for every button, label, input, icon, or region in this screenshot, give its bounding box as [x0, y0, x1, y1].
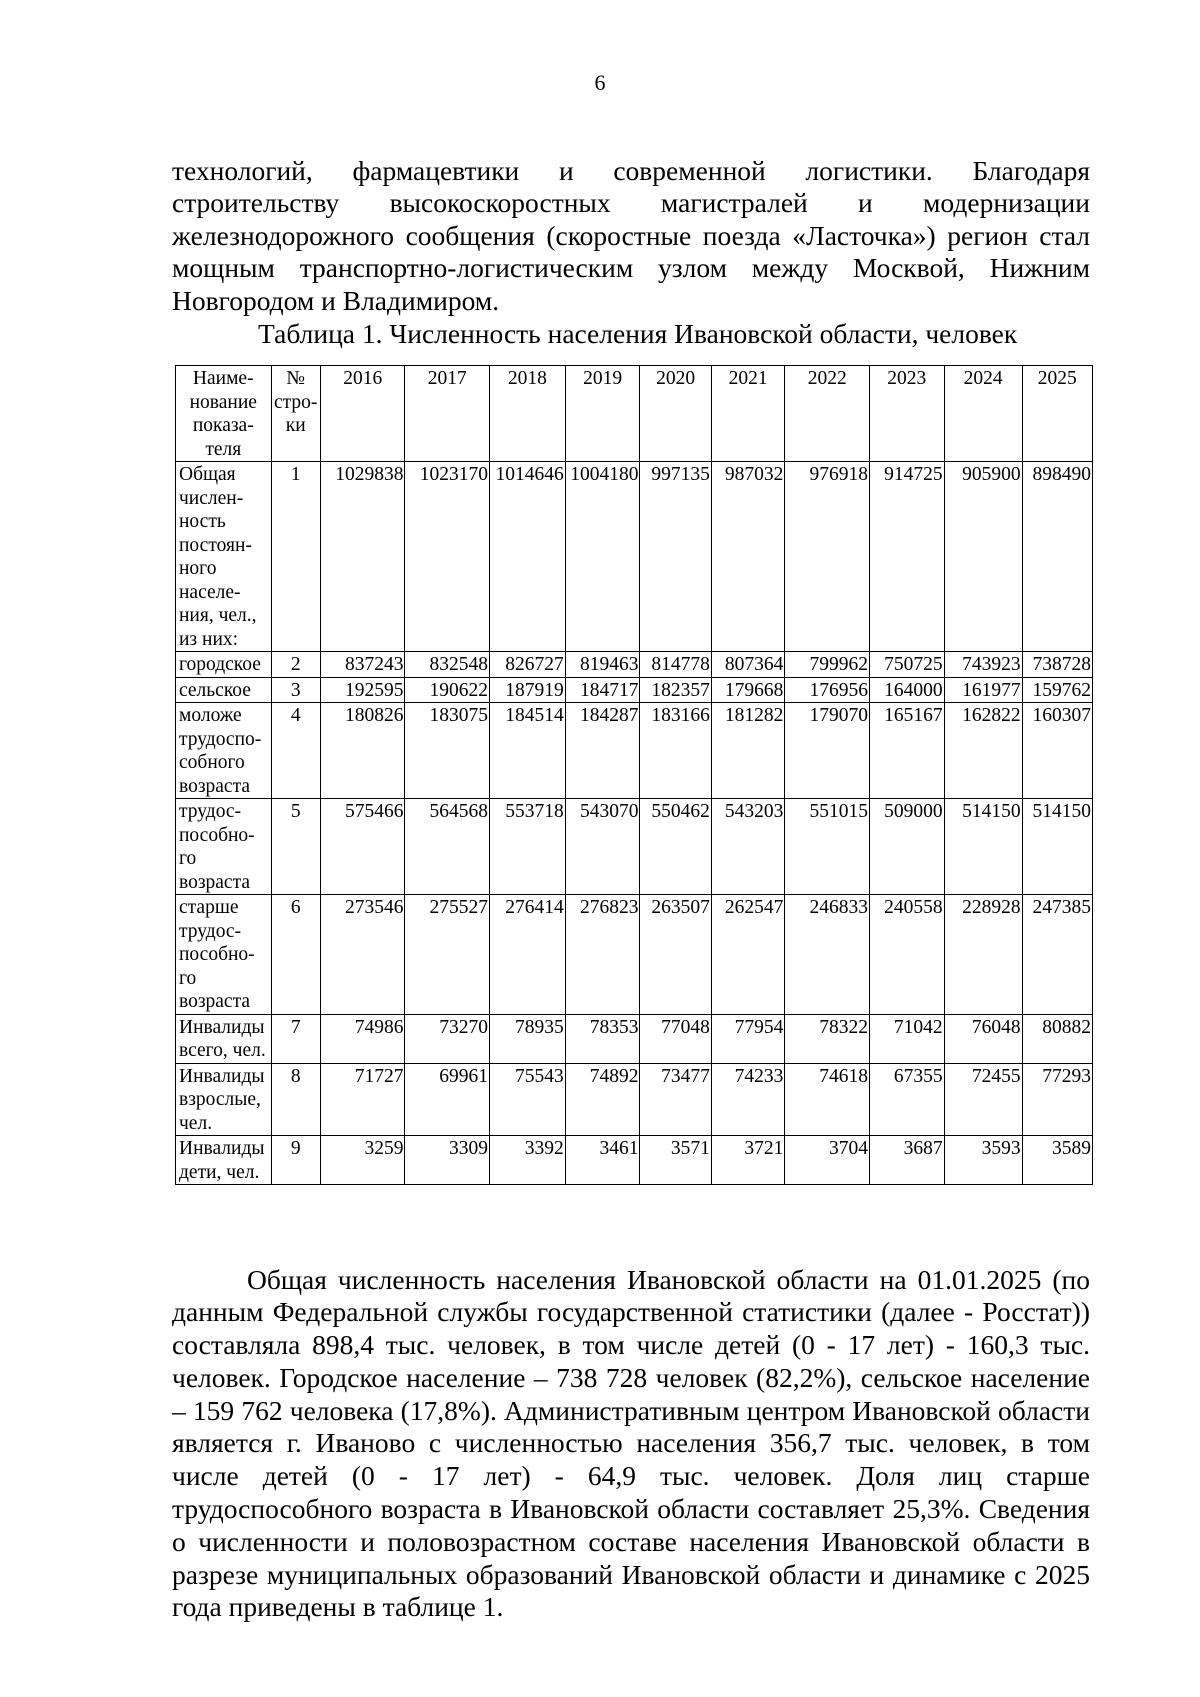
- table-cell: 192595: [320, 677, 405, 703]
- table-cell: 179070: [785, 703, 870, 799]
- row-label: Общая числен-ность постоян-ного населе-ния, чел., из них:: [176, 462, 272, 652]
- table-cell: 3687: [869, 1136, 944, 1185]
- intro-paragraph: технологий, фармацевтики и современной логистики. Благодаря строительству высокоскоростных магистралей и модернизации железнодорожного сообщения (скоростные поезда «Ласточка») регион стал мощным транспортно-логистическим узлом между Москвой, Нижним Новгородом и Владимиром.: [172, 154, 1090, 316]
- table-cell: 543203: [711, 799, 785, 895]
- table-cell: 514150: [944, 799, 1022, 895]
- table-cell: 1014646: [490, 462, 566, 652]
- table-cell: 263507: [640, 895, 711, 1015]
- table-cell: 183166: [640, 703, 711, 799]
- table-cell: 276823: [565, 895, 640, 1015]
- table-cell: 72455: [944, 1063, 1022, 1136]
- table-cell: 184287: [565, 703, 640, 799]
- table-cell: 275527: [405, 895, 490, 1015]
- table-cell: 3593: [944, 1136, 1022, 1185]
- table-cell: 276414: [490, 895, 566, 1015]
- header-row-number: № стро-ки: [271, 366, 320, 462]
- table-cell: 3392: [490, 1136, 566, 1185]
- table-cell: 78322: [785, 1014, 870, 1063]
- table-cell: 738728: [1022, 652, 1092, 678]
- table-cell: 997135: [640, 462, 711, 652]
- table-cell: 826727: [490, 652, 566, 678]
- population-table: [175, 365, 1093, 1185]
- header-name: Наиме-нование показа-теля: [176, 366, 272, 462]
- table-cell: 74618: [785, 1063, 870, 1136]
- table-cell: 898490: [1022, 462, 1092, 652]
- table-row: [176, 677, 1093, 703]
- row-label: Инвалиды дети, чел.: [176, 1136, 272, 1185]
- table-cell: 176956: [785, 677, 870, 703]
- table-cell: 74892: [565, 1063, 640, 1136]
- row-number: 7: [271, 1014, 320, 1063]
- table-cell: 228928: [944, 895, 1022, 1015]
- header-year: 2024: [944, 366, 1022, 462]
- table-cell: 1004180: [565, 462, 640, 652]
- table-cell: 514150: [1022, 799, 1092, 895]
- table-row: [176, 1136, 1093, 1185]
- table-cell: 73477: [640, 1063, 711, 1136]
- table-cell: 74233: [711, 1063, 785, 1136]
- table-header-row: [176, 366, 1093, 462]
- table-cell: 190622: [405, 677, 490, 703]
- table-cell: 77048: [640, 1014, 711, 1063]
- table-cell: 3704: [785, 1136, 870, 1185]
- table-cell: 509000: [869, 799, 944, 895]
- row-number: 3: [271, 677, 320, 703]
- table-cell: 914725: [869, 462, 944, 652]
- header-year: 2022: [785, 366, 870, 462]
- summary-paragraph: Общая численность населения Ивановской области на 01.01.2025 (по данным Федеральной службы государственной статистики (далее - Росстат)) составляла 898,4 тыс. человек, в том числе детей (0 - 17 лет) - 160,3 тыс. человек. Городское население – 738 728 человек (82,2%), сельское население – 159 762 человека (17,8%). Административным центром Ивановской области является г. Иваново с численностью населения 356,7 тыс. человек, в том числе детей (0 - 17 лет) - 64,9 тыс. человек. Доля лиц старше трудоспособного возраста в Ивановской области составляет 25,3%. Сведения о численности и половозрастном составе населения Ивановской области в разрезе муниципальных образований Ивановской области и динамике с 2025 года приведены в таблице 1.: [172, 1263, 1090, 1623]
- table-row: [176, 1063, 1093, 1136]
- table-row: [176, 895, 1093, 1015]
- table-cell: 76048: [944, 1014, 1022, 1063]
- table-cell: 799962: [785, 652, 870, 678]
- table-cell: 187919: [490, 677, 566, 703]
- header-year: 2019: [565, 366, 640, 462]
- table-cell: 182357: [640, 677, 711, 703]
- table-cell: 184717: [565, 677, 640, 703]
- table-cell: 181282: [711, 703, 785, 799]
- table-cell: 165167: [869, 703, 944, 799]
- table-cell: 3259: [320, 1136, 405, 1185]
- table-cell: 543070: [565, 799, 640, 895]
- table-cell: 3309: [405, 1136, 490, 1185]
- table-cell: 837243: [320, 652, 405, 678]
- table-cell: 74986: [320, 1014, 405, 1063]
- table-cell: 550462: [640, 799, 711, 895]
- row-label: сельское: [176, 677, 272, 703]
- table-cell: 73270: [405, 1014, 490, 1063]
- table-cell: 80882: [1022, 1014, 1092, 1063]
- table-cell: 262547: [711, 895, 785, 1015]
- header-year: 2021: [711, 366, 785, 462]
- row-number: 2: [271, 652, 320, 678]
- table-cell: 814778: [640, 652, 711, 678]
- table-cell: 179668: [711, 677, 785, 703]
- row-number: 4: [271, 703, 320, 799]
- table-cell: 67355: [869, 1063, 944, 1136]
- row-label: трудос-пособно-го возраста: [176, 799, 272, 895]
- table-cell: 77954: [711, 1014, 785, 1063]
- table-cell: 180826: [320, 703, 405, 799]
- table-cell: 1029838: [320, 462, 405, 652]
- table-caption: Таблица 1. Численность населения Ивановской области, человек: [258, 318, 1018, 349]
- header-year: 2017: [405, 366, 490, 462]
- row-label: моложе трудоспо-собного возраста: [176, 703, 272, 799]
- table-cell: 551015: [785, 799, 870, 895]
- table-cell: 564568: [405, 799, 490, 895]
- header-year: 2016: [320, 366, 405, 462]
- table-cell: 78935: [490, 1014, 566, 1063]
- table-row: [176, 1014, 1093, 1063]
- header-year: 2018: [490, 366, 566, 462]
- table-cell: 3571: [640, 1136, 711, 1185]
- table-cell: 161977: [944, 677, 1022, 703]
- table-cell: 160307: [1022, 703, 1092, 799]
- table-cell: 987032: [711, 462, 785, 652]
- table-cell: 162822: [944, 703, 1022, 799]
- table-cell: 78353: [565, 1014, 640, 1063]
- row-label: городское: [176, 652, 272, 678]
- table-cell: 184514: [490, 703, 566, 799]
- row-number: 8: [271, 1063, 320, 1136]
- table-cell: 1023170: [405, 462, 490, 652]
- table-cell: 164000: [869, 677, 944, 703]
- table-cell: 743923: [944, 652, 1022, 678]
- table-cell: 77293: [1022, 1063, 1092, 1136]
- table-cell: 807364: [711, 652, 785, 678]
- table-cell: 240558: [869, 895, 944, 1015]
- table-cell: 159762: [1022, 677, 1092, 703]
- table-cell: 819463: [565, 652, 640, 678]
- table-row: [176, 703, 1093, 799]
- table-cell: 69961: [405, 1063, 490, 1136]
- row-number: 1: [271, 462, 320, 652]
- table-row: [176, 462, 1093, 652]
- table-cell: 750725: [869, 652, 944, 678]
- table-cell: 246833: [785, 895, 870, 1015]
- table-cell: 976918: [785, 462, 870, 652]
- table-cell: 3721: [711, 1136, 785, 1185]
- row-label: Инвалиды всего, чел.: [176, 1014, 272, 1063]
- table-body: [176, 462, 1093, 1185]
- header-year: 2023: [869, 366, 944, 462]
- table-cell: 71042: [869, 1014, 944, 1063]
- header-year: 2025: [1022, 366, 1092, 462]
- table-cell: 71727: [320, 1063, 405, 1136]
- table-cell: 3461: [565, 1136, 640, 1185]
- table-cell: 553718: [490, 799, 566, 895]
- table-cell: 905900: [944, 462, 1022, 652]
- row-label: старше трудос-пособно-го возраста: [176, 895, 272, 1015]
- table-cell: 247385: [1022, 895, 1092, 1015]
- table-cell: 3589: [1022, 1136, 1092, 1185]
- table-cell: 75543: [490, 1063, 566, 1136]
- page-number: 6: [594, 70, 606, 95]
- row-number: 5: [271, 799, 320, 895]
- table-cell: 183075: [405, 703, 490, 799]
- table-row: [176, 799, 1093, 895]
- row-number: 9: [271, 1136, 320, 1185]
- table-row: [176, 652, 1093, 678]
- table-cell: 575466: [320, 799, 405, 895]
- header-year: 2020: [640, 366, 711, 462]
- table-cell: 273546: [320, 895, 405, 1015]
- row-number: 6: [271, 895, 320, 1015]
- row-label: Инвалиды взрослые, чел.: [176, 1063, 272, 1136]
- table-cell: 832548: [405, 652, 490, 678]
